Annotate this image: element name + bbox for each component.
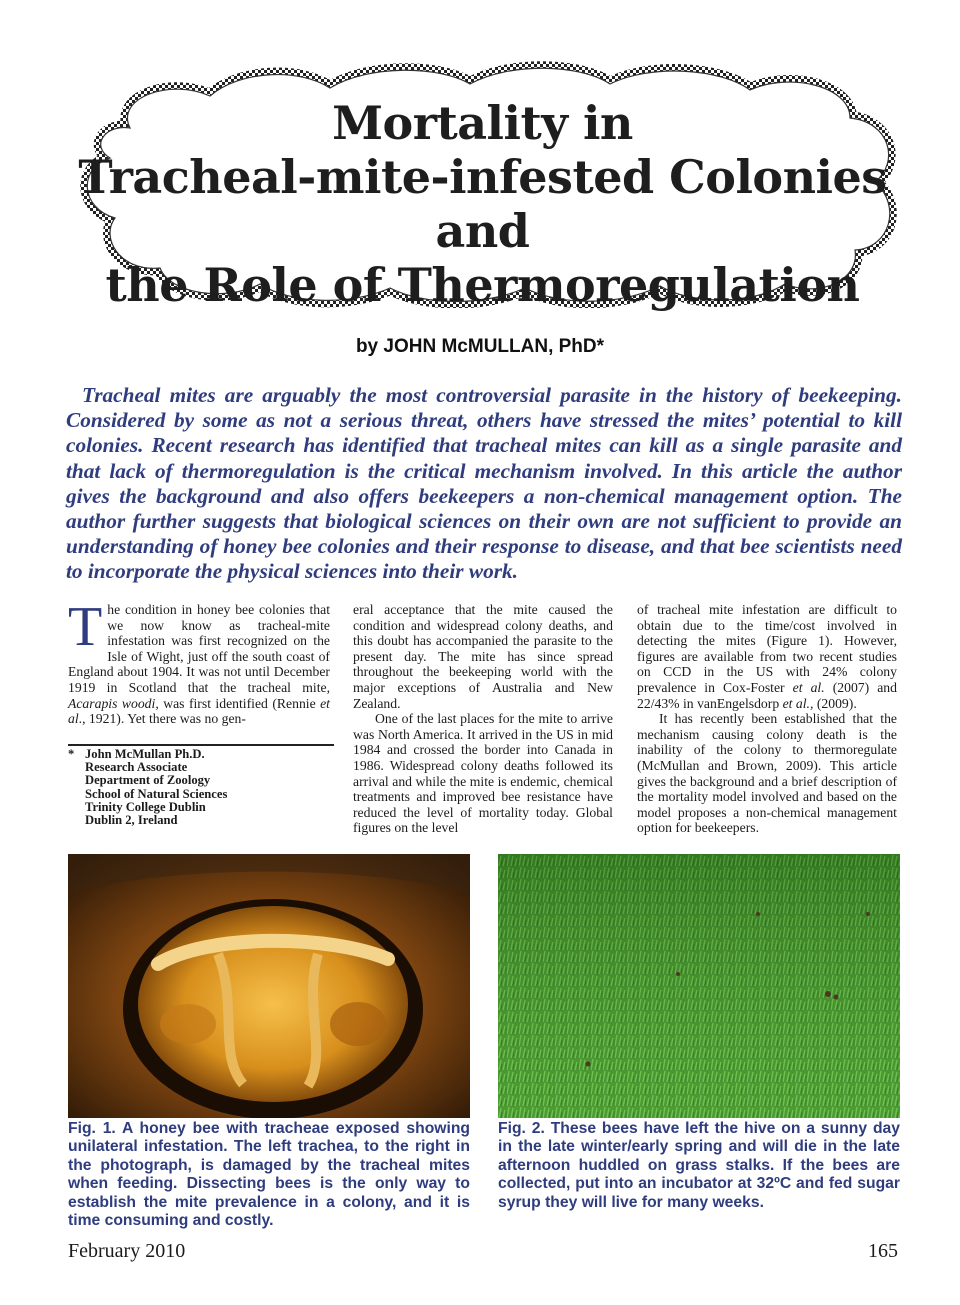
abstract: Tracheal mites are arguably the most controversial parasite in the history of beekeeping. Considered by some as not a serious threat, others have stressed the mites’ potential to kill colonies. Recent research has identified that tracheal mites can kill as a single parasite and that lack of thermoregulation is the critical mechanism involved. In this article the author gives the background and also offers beekeepers a non-chemical management option. The author further suggests that biological sciences on their own are not sufficient to provide an understanding of honey bee colonies and their response to disease, and that bee scientists need to incorporate the physical sciences into their work.	[66, 383, 902, 584]
title-line-3: the Role of Thermoregulation	[105, 258, 860, 312]
paragraph	[68, 596, 330, 727]
text-run: (2009).	[813, 695, 857, 711]
body-column-2	[353, 602, 613, 836]
footnote-line: Department of Zoology	[85, 773, 211, 788]
footnote-marker: *	[68, 747, 75, 761]
title-line-1: Mortality in	[332, 96, 633, 150]
text-run: (2007) and 22/43% in vanEngelsdorp	[637, 679, 897, 711]
figure-1-photo	[68, 854, 470, 1118]
citation-etal: et al	[68, 695, 330, 727]
drop-cap: T	[68, 596, 103, 658]
paragraph: eral acceptance that the mite caused the condition and widespread colony deaths, and this doubt has accompanied the parasite to the present day. The mite has since spread throughout the beekeeping world with the major exceptions of Australia and New Zealand.	[353, 602, 613, 711]
body-column-3	[637, 602, 897, 836]
footnote-divider	[68, 744, 334, 746]
figure-2-caption: Fig. 2. These bees have left the hive on a sunny day in the late winter/early spring and will die in the late afternoon huddled on grass stalks. If the bees are collected, put into an incubator at 32ºC and fed sugar syrup they will live for many weeks.	[498, 1120, 900, 1211]
citation-etal: et al.,	[782, 695, 814, 711]
paragraph	[637, 602, 897, 711]
footnote-line: Dublin 2, Ireland	[85, 813, 178, 828]
title-line-2: Tracheal-mite-infested Colonies and	[78, 150, 887, 258]
footer-date: February 2010	[68, 1240, 186, 1262]
page-number: 165	[868, 1240, 898, 1262]
paragraph: It has recently been established that the mechanism causing colony death is the inability of the colony to thermoregulate (McMullan and Brown, 2009). This article gives the background and a brief description of the mortality model involved and based on the model proposes a non-chemical management option for beekeepers.	[637, 711, 897, 836]
text-run: ., 1921). Yet there was no gen-	[78, 711, 246, 727]
figure-1-caption: Fig. 1. A honey bee with tracheae exposed showing unilateral infestation. The left trachea, to the right in the photograph, is damaged by the tracheal mites when feeding. Dissecting bees is the only way to establish the mite prevalence in a colony, and it is time consuming and costly.	[68, 1120, 470, 1230]
footnote-line: Trinity College Dublin	[85, 799, 206, 814]
citation-etal: et al.	[792, 679, 825, 695]
body-column-1	[68, 596, 330, 727]
title-cloud-banner	[60, 58, 905, 312]
text-run: , was first identified (Rennie	[155, 695, 321, 711]
species-name: Acarapis woodi	[68, 695, 156, 711]
footnote-line: Research Associate	[85, 760, 188, 775]
paragraph: One of the last places for the mite to arrive was North America. It arrived in the US in mid 1984 and crossed the border into Canada in 1986. Widespread colony deaths followed its arrival and while the mite is endemic, chemical treatments and improved bee resistance have reduced the level of mortality today. Global figures on the level	[353, 711, 613, 836]
figure-2-photo	[498, 854, 900, 1118]
grass-photo	[498, 854, 900, 1118]
bee-trachea-photo	[68, 854, 470, 1118]
footnote-line: John McMullan Ph.D.	[85, 747, 205, 761]
footnote-line: School of Natural Sciences	[85, 786, 228, 801]
text-run: of tracheal mite infestation are difficult to obtain due to the time/cost involved in detecting the mites (Figure 1). However, figures are available from two recent studies on CCD in the US with 24% colony prevalence in Cox-Foster	[637, 602, 897, 695]
text-run: he condition in honey bee colonies that we now know as tracheal-mite infestation was first recognized on the Isle of Wight, just off the south coast of England about 1904. It was not until December 1919 in Scotland that the tracheal mite,	[68, 602, 330, 695]
author-byline: by JOHN McMULLAN, PhD*	[355, 336, 605, 357]
author-footnote	[68, 748, 334, 827]
article-title	[60, 96, 905, 312]
